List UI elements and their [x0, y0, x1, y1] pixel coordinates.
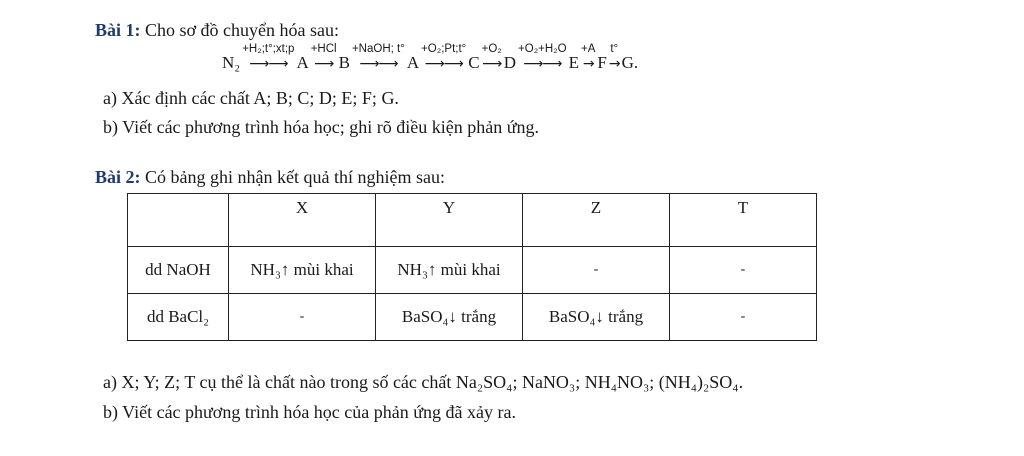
scheme-product-2: B [338, 52, 350, 72]
scheme-cond-3: +NaOH; t° [351, 43, 405, 55]
arrow-icon: ⟶⟶ [359, 55, 398, 72]
header-cell: Z [523, 194, 670, 247]
arrow-icon: ⟶ [482, 55, 502, 72]
scheme-product-5: D [503, 52, 517, 72]
header-cell: X [229, 194, 376, 247]
table-cell: - [523, 247, 670, 294]
bai1-question-a: a) Xác định các chất A; B; C; D; E; F; G. [103, 88, 399, 108]
reaction-scheme [222, 44, 638, 71]
table-cell: NH₃↑ mùi khai [376, 247, 523, 294]
bai2-label: Bài 2: [95, 167, 141, 187]
scheme-product-8: G. [621, 52, 639, 72]
row-label-cell: dd NaOH [128, 247, 229, 294]
arrow-icon: ⟶⟶ [424, 55, 463, 72]
scheme-arrow-4 [421, 44, 466, 71]
scheme-product-1: A [296, 52, 309, 72]
arrow-icon: → [582, 55, 594, 72]
scheme-arrow-3 [352, 44, 405, 71]
table-cell: - [670, 294, 817, 341]
bai2-text: Có bảng ghi nhận kết quả thí nghiệm sau: [140, 167, 445, 187]
scheme-product-4: C [468, 52, 480, 72]
row-label-cell: dd BaCl₂ [128, 294, 229, 341]
scheme-cond-5: +O₂ [481, 43, 502, 55]
table-cell: - [670, 247, 817, 294]
bai1-text: Cho sơ đồ chuyển hóa sau: [140, 20, 340, 40]
bai1-label: Bài 1: [95, 20, 141, 40]
bai1-question-b: b) Viết các phương trình hóa học; ghi rõ điều kiện phản ứng. [103, 117, 540, 137]
table-row [128, 294, 817, 341]
table-cell: BaSO₄↓ trắng [523, 294, 670, 341]
scheme-arrow-8 [609, 44, 620, 71]
table-header-row [128, 194, 817, 247]
scheme-cond-6: +O₂+H₂O [518, 43, 567, 55]
arrow-icon: ⟶⟶ [249, 55, 288, 72]
header-cell: Y [376, 194, 523, 247]
scheme-product-7: F [597, 52, 607, 72]
scheme-arrow-6 [518, 44, 567, 71]
bai2-question-a: a) X; Y; Z; T cụ thể là chất nào trong số các chất Na₂SO₄; NaNO₃; NH₄NO₃; (NH₄)₂SO₄. [103, 372, 744, 392]
scheme-start: N₂ [222, 52, 241, 72]
bai2-question-b: b) Viết các phương trình hóa học của phản ứng đã xảy ra. [103, 402, 516, 422]
arrow-icon: ⟶⟶ [523, 55, 562, 72]
header-cell [128, 194, 229, 247]
scheme-cond-8: t° [610, 43, 619, 55]
scheme-arrow-7 [581, 44, 595, 71]
arrow-icon: ⟶ [314, 55, 334, 72]
table-row [128, 247, 817, 294]
scheme-product-6: E [568, 52, 579, 72]
table-cell: - [229, 294, 376, 341]
table-cell: NH₃↑ mùi khai [229, 247, 376, 294]
bai2-heading [95, 167, 445, 188]
arrow-icon: → [608, 55, 620, 72]
scheme-cond-1: +H₂;t°;xt;p [242, 43, 295, 55]
scheme-product-3: A [406, 52, 420, 72]
bai1-heading [95, 20, 339, 41]
scheme-cond-4: +O₂;Pt;t° [421, 43, 467, 55]
table-cell: BaSO₄↓ trắng [376, 294, 523, 341]
results-table [127, 193, 817, 341]
scheme-arrow-5 [482, 44, 502, 71]
scheme-arrow-2 [311, 44, 337, 71]
header-cell: T [670, 194, 817, 247]
scheme-cond-2: +HCl [310, 43, 337, 55]
scheme-arrow-1 [242, 44, 294, 71]
scheme-cond-7: +A [580, 43, 596, 55]
